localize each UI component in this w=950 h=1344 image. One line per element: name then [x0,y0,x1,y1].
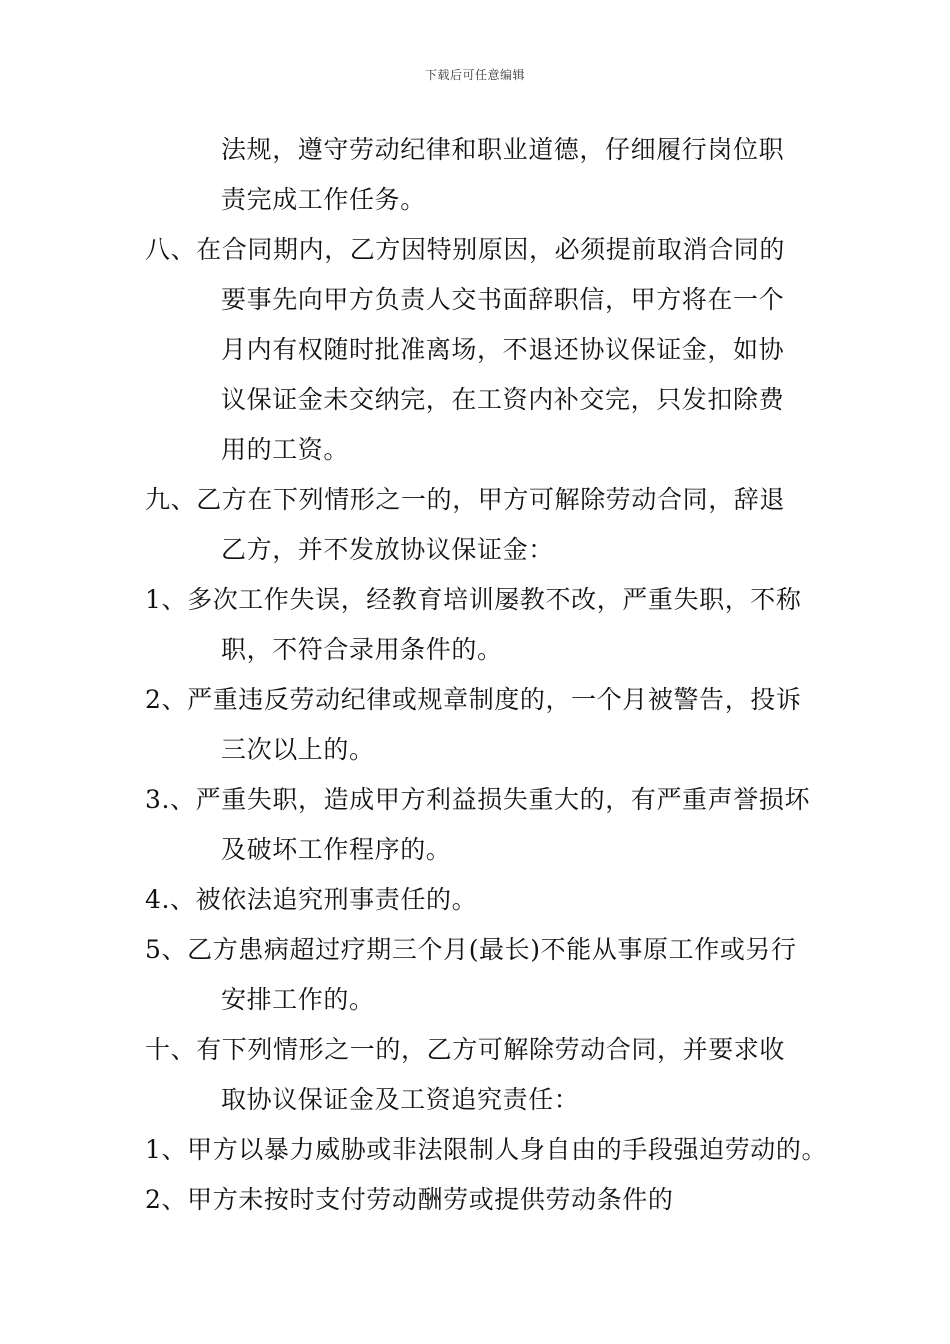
list-item-line: 5、乙方患病超过疗期三个月(最长)不能从事原工作或另行 [145,935,797,964]
text-line: 责完成工作任务。 [221,185,426,214]
clause-nine-item-2 [145,675,810,775]
list-item-line: 1、多次工作失误，经教育培训屡教不改，严重失职，不称 [145,585,802,614]
text-line: 安排工作的。 [221,985,375,1014]
document-body [145,125,828,1225]
clause-heading-line: 八、在合同期内，乙方因特别原因，必须提前取消合同的 [145,235,786,264]
paragraph-continued-duty [145,125,810,225]
text-line: 取协议保证金及工资追究责任： [221,1085,580,1114]
text-line: 月内有权随时批准离场，不退还协议保证金，如协 [221,335,785,364]
clause-nine-item-3 [145,775,810,875]
clause-eight [145,225,810,475]
clause-ten-item-2 [145,1175,810,1225]
list-item-line: 2、严重违反劳动纪律或规章制度的，一个月被警告，投诉 [145,685,802,714]
text-line: 三次以上的。 [221,735,375,764]
text-line: 及破坏工作程序的。 [221,835,452,864]
text-line: 乙方，并不发放协议保证金： [221,535,554,564]
list-item-line: 1、甲方以暴力威胁或非法限制人身自由的手段强迫劳动的。 [145,1135,828,1164]
clause-nine-item-4 [145,875,810,925]
text-line: 要事先向甲方负责人交书面辞职信，甲方将在一个 [221,285,785,314]
page-header-note: 下载后可任意编辑 [424,68,525,82]
list-item-line: 4.、被依法追究刑事责任的。 [145,885,478,914]
text-line: 职，不符合录用条件的。 [221,635,503,664]
clause-nine [145,475,810,575]
clause-nine-item-1 [145,575,810,675]
text-line: 议保证金未交纳完，在工资内补交完，只发扣除费 [221,385,785,414]
clause-heading-line: 九、乙方在下列情形之一的，甲方可解除劳动合同，辞退 [145,485,786,514]
clause-ten [145,1025,810,1125]
list-item-line: 3.、严重失职，造成甲方利益损失重大的，有严重声誉损坏 [145,785,811,814]
text-line: 用的工资。 [221,435,350,464]
clause-nine-item-5 [145,925,810,1025]
list-item-line: 2、甲方未按时支付劳动酬劳或提供劳动条件的 [145,1185,674,1214]
clause-heading-line: 十、有下列情形之一的，乙方可解除劳动合同，并要求收 [145,1035,786,1064]
text-line: 法规，遵守劳动纪律和职业道德，仔细履行岗位职 [221,135,785,164]
clause-ten-item-1 [145,1125,828,1175]
